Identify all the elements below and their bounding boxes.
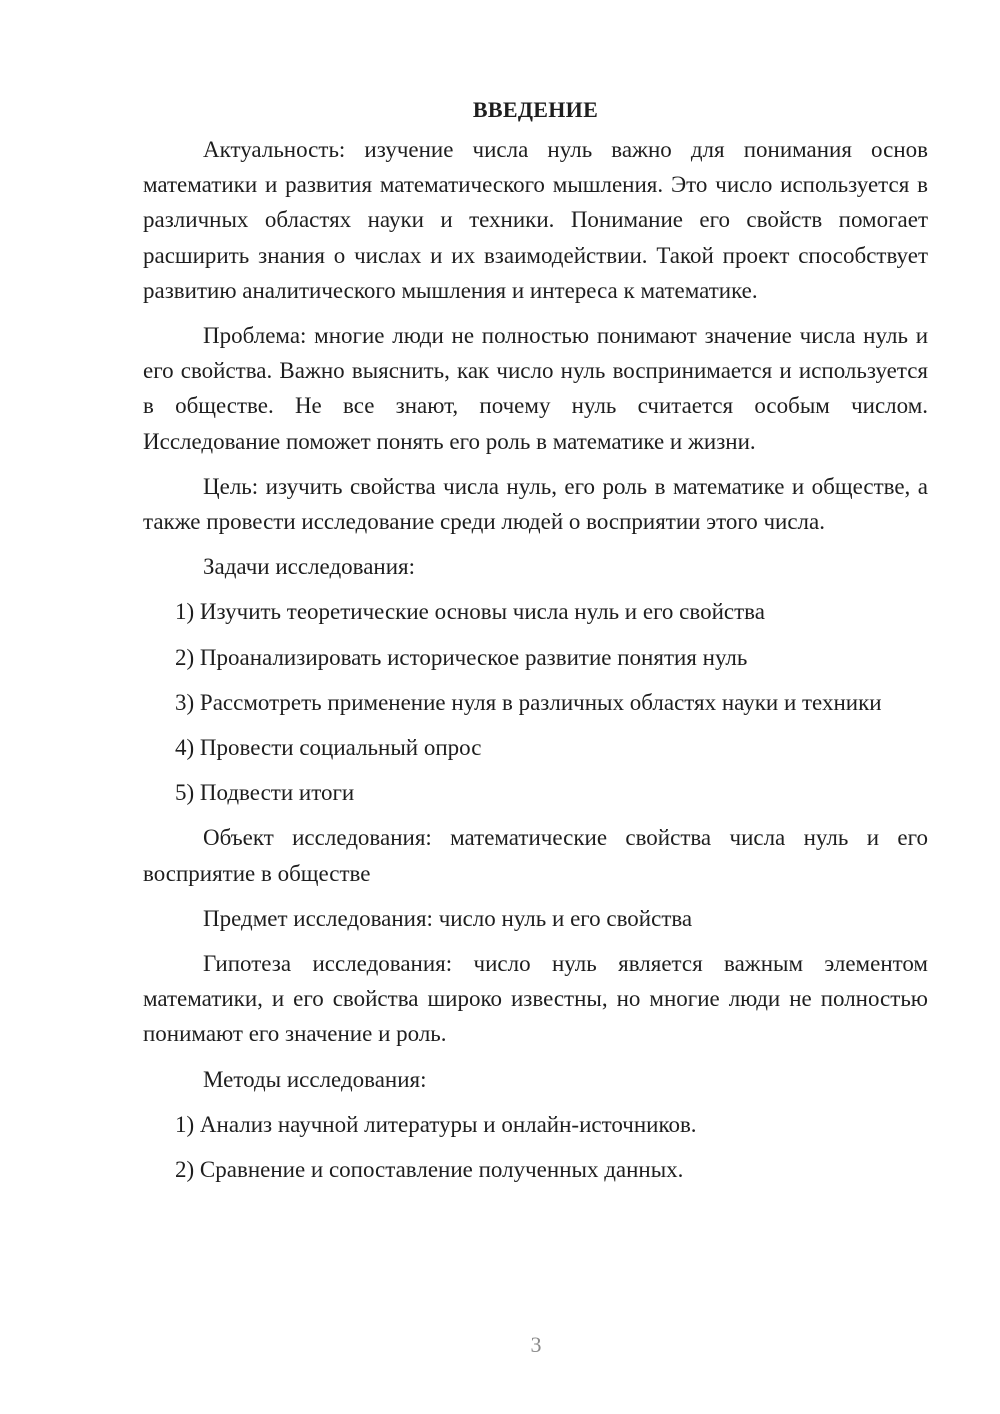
paragraph-subject: Предмет исследования: число нуль и его свойства	[203, 905, 693, 931]
task-item-1: 1) Изучить теоретические основы числа нуль и его свойства	[175, 599, 765, 625]
method-item-1: 1) Анализ научной литературы и онлайн-источников.	[175, 1111, 697, 1137]
task-item-3: 3) Рассмотреть применение нуля в различных областях науки и техники	[175, 689, 882, 715]
method-item-2: 2) Сравнение и сопоставление полученных данных.	[175, 1157, 684, 1183]
paragraph-tasks-title: Задачи исследования:	[203, 554, 416, 580]
task-item-2: 2) Проанализировать историческое развитие понятия нуль	[175, 644, 748, 670]
task-item-5: 5) Подвести итоги	[175, 780, 355, 806]
paragraph-hypothesis: Гипотеза исследования: число нуль является важным элементом математики, и его свойства широко известны, но многие люди не полностью понимают его значение и роль.	[143, 951, 928, 1047]
paragraph-methods-title: Методы исследования:	[203, 1066, 427, 1092]
paragraph-relevance: Актуальность: изучение числа нуль важно для понимания основ математики и развития математического мышления. Это число используется в различных областях науки и техники. Понимание его свойств помогает расширить знания о числах и их взаимодействии. Такой проект способствует развитию аналитического мышления и интереса к математике.	[143, 137, 928, 303]
page-body	[143, 90, 928, 1197]
paragraph-problem: Проблема: многие люди не полностью понимают значение числа нуль и его свойства. Важно выяснить, как число нуль воспринимается и используется в обществе. Не все знают, почему нуль считается особым числом. Исследование поможет понять его роль в математике и жизни.	[143, 323, 928, 454]
paragraph-object: Объект исследования: математические свойства числа нуль и его восприятие в обществе	[143, 825, 928, 886]
section-heading: ВВЕДЕНИЕ	[472, 97, 599, 122]
page-number: 3	[530, 1332, 542, 1357]
task-item-4: 4) Провести социальный опрос	[175, 735, 482, 761]
paragraph-goal: Цель: изучить свойства числа нуль, его роль в математике и обществе, а также провести исследование среди людей о восприятии этого числа.	[143, 473, 928, 535]
